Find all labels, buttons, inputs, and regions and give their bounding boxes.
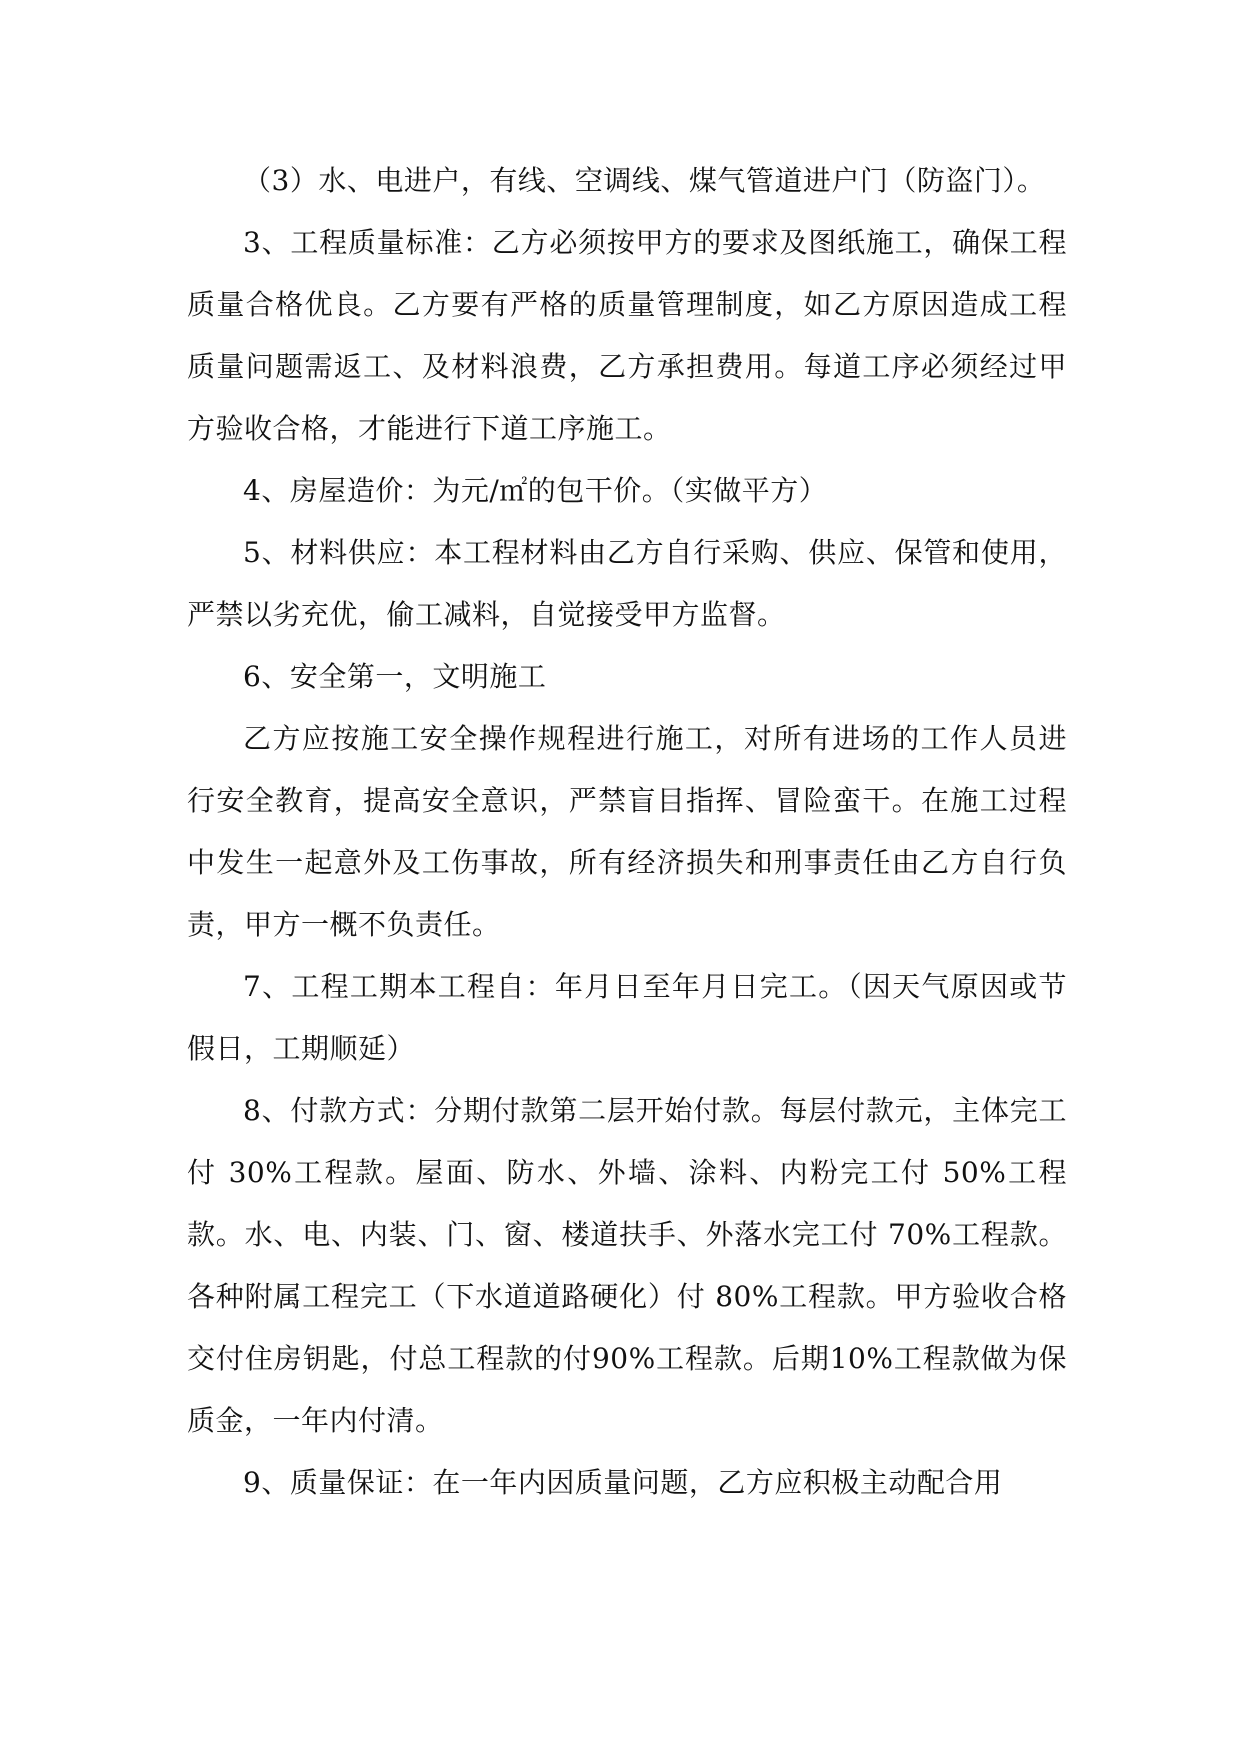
paragraph-house-price: 4、房屋造价：为元/㎡的包干价。（实做平方） <box>243 474 828 507</box>
paragraph-utilities: （3）水、电进户，有线、空调线、煤气管道进户门（防盗门）。 <box>243 164 1046 197</box>
paragraph-material-supply: 5、材料供应：本工程材料由乙方自行采购、供应、保管和使用，严禁以劣充优，偷工减料，自觉接受甲方监督。 <box>187 536 1067 631</box>
document-body <box>187 150 1067 1514</box>
paragraph-warranty: 9、质量保证：在一年内因质量问题，乙方应积极主动配合用 <box>243 1466 1003 1499</box>
paragraph-safety-heading: 6、安全第一，文明施工 <box>243 660 547 693</box>
paragraph-quality-standard: 3、工程质量标准：乙方必须按甲方的要求及图纸施工，确保工程质量合格优良。乙方要有严格的质量管理制度，如乙方原因造成工程质量问题需返工、及材料浪费，乙方承担费用。每道工序必须经过甲方验收合格，才能进行下道工序施工。 <box>187 226 1067 445</box>
paragraph-payment: 8、付款方式：分期付款第二层开始付款。每层付款元，主体完工付 30%工程款。屋面、防水、外墙、涂料、内粉完工付 50%工程款。水、电、内装、门、窗、楼道扶手、外落水完工付 70%工程款。各种附属工程完工（下水道道路硬化）付 80%工程款。甲方验收合格交付住房钥匙，付总工程款的付90%工程款。后期10%工程款做为保质金，一年内付清。 <box>187 1094 1067 1437</box>
paragraph-safety-detail: 乙方应按施工安全操作规程进行施工，对所有进场的工作人员进行安全教育，提高安全意识，严禁盲目指挥、冒险蛮干。在施工过程中发生一起意外及工伤事故，所有经济损失和刑事责任由乙方自行负责，甲方一概不负责任。 <box>187 722 1067 941</box>
paragraph-schedule: 7、工程工期本工程自：年月日至年月日完工。（因天气原因或节假日，工期顺延） <box>187 970 1067 1065</box>
